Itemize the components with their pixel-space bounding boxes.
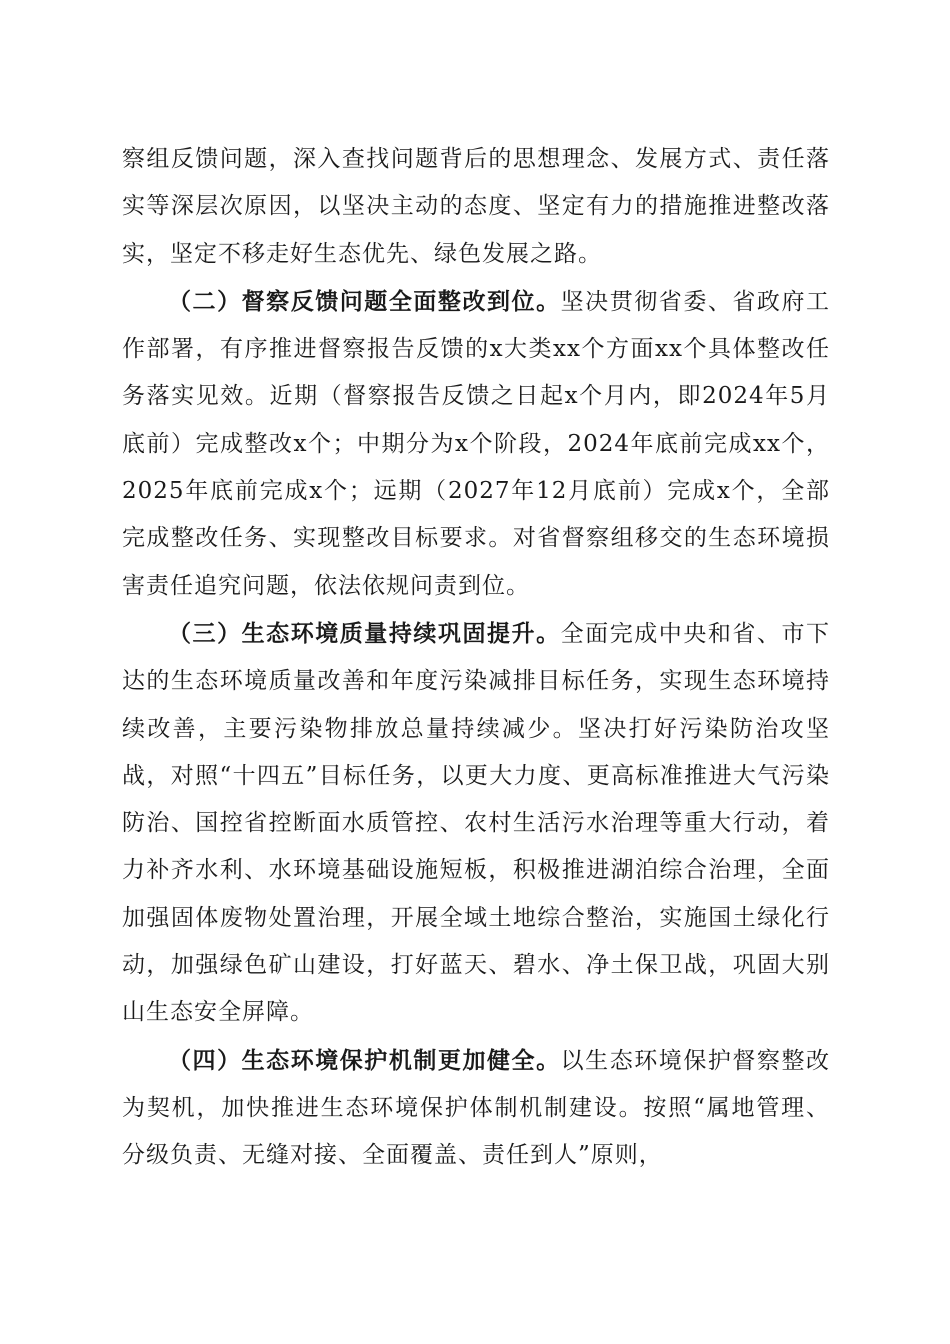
section-heading: （四）生态环境保护机制更加健全。	[168, 1046, 561, 1074]
section-heading: （三）生态环境质量持续巩固提升。	[168, 619, 561, 647]
paragraph-body: 察组反馈问题，深入查找问题背后的思想理念、发展方式、责任落实等深层次原因，以坚决主动的态度、坚定有力的措施推进整改落实，坚定不移走好生态优先、绿色发展之路。	[122, 146, 830, 267]
section-heading: （二）督察反馈问题全面整改到位。	[168, 287, 561, 315]
paragraph-body: 以生态环境保护督察整改为契机，加快推进生态环境保护体制机制建设。按照“属地管理、分级负责、无缝对接、全面覆盖、责任到人”原则，	[122, 1047, 831, 1169]
paragraph-body: 坚决贯彻省委、省政府工作部署，有序推进督察报告反馈的x大类xx个方面xx个具体整改任务落实见效。近期（督察报告反馈之日起x个月内，即2024年5月底前）完成整改x个；中期分为x个阶段，2024年底前完成xx个，2025年底前完成x个；远期（2027年12月底前）完成x个，全部完成整改任务、实现整改目标要求。对省督察组移交的生态环境损害责任追究问题，依法依规问责到位。	[122, 288, 831, 599]
paragraph-continuation	[122, 136, 830, 278]
paragraph-section-4	[122, 1037, 830, 1180]
paragraph-body: 全面完成中央和省、市下达的生态环境质量改善和年度污染减排目标任务，实现生态环境持续改善，主要污染物排放总量持续减少。坚决打好污染防治攻坚战，对照“十四五”目标任务，以更大力度、更高标准推进大气污染防治、国控省控断面水质管控、农村生活污水治理等重大行动，着力补齐水利、水环境基础设施短板，积极推进湖泊综合治理，全面加强固体废物处置治理，开展全域土地综合整治，实施国土绿化行动，加强绿色矿山建设，打好蓝天、碧水、净土保卫战，巩固大别山生态安全屏障。	[122, 620, 831, 1026]
paragraph-section-3	[122, 610, 830, 1037]
paragraph-section-2	[122, 278, 830, 610]
document-body	[122, 136, 830, 1180]
